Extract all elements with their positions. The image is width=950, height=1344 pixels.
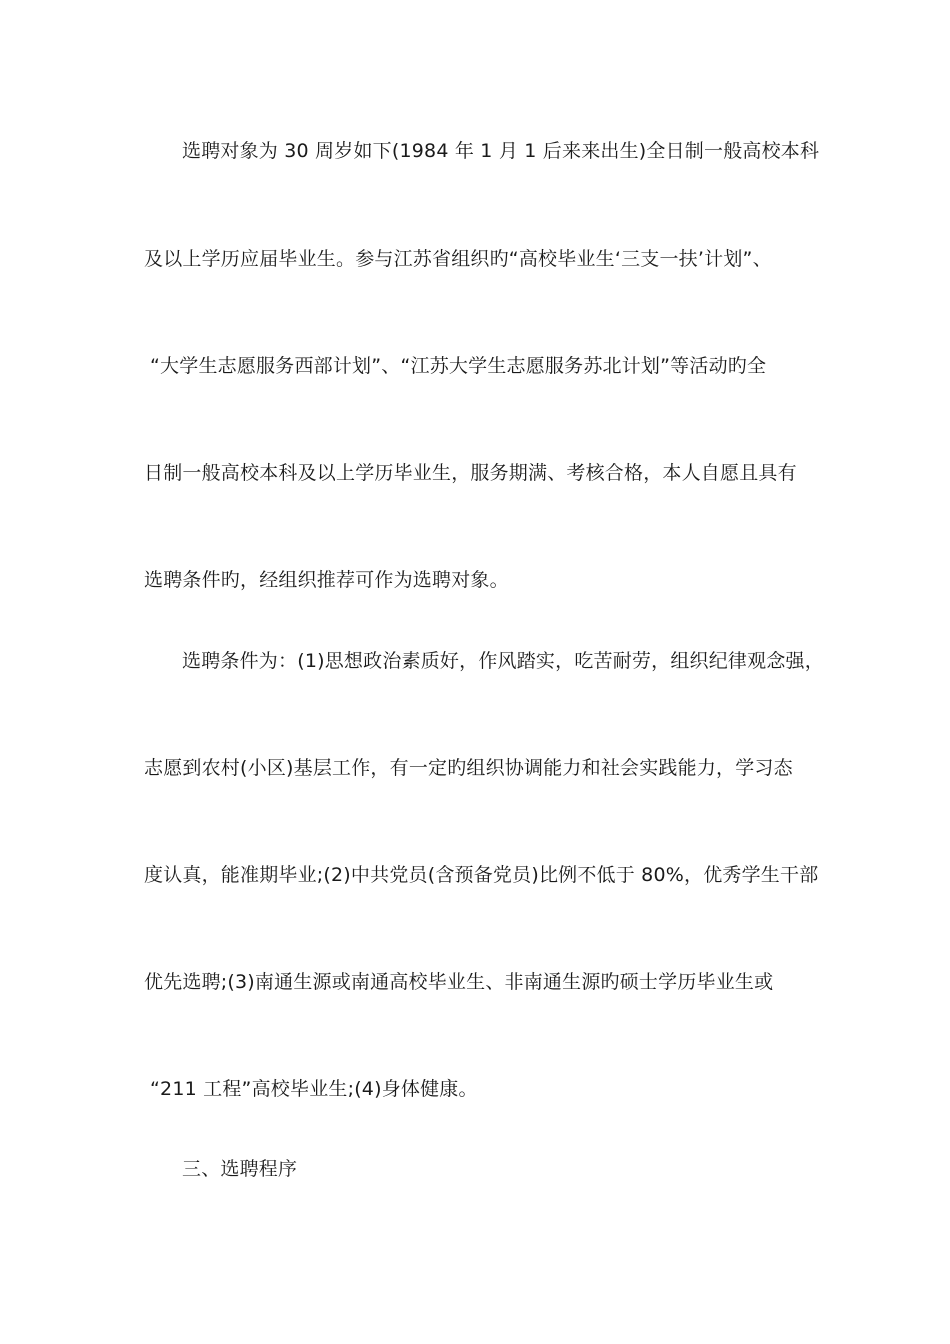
- paragraph-line: 选聘条件为：(1)思想政治素质好，作风踏实，吃苦耐劳，组织纪律观念强，: [182, 650, 824, 672]
- section-heading: 三、选聘程序: [182, 1158, 298, 1180]
- paragraph-line: 度认真，能准期毕业;(2)中共党员(含预备党员)比例不低于 80%，优秀学生干部: [144, 864, 819, 886]
- paragraph-line: 选聘对象为 30 周岁如下(1984 年 1 月 1 后来来出生)全日制一般高校本科: [182, 140, 820, 162]
- paragraph-line: “211 工程”高校毕业生;(4)身体健康。: [150, 1078, 478, 1100]
- paragraph-line: “大学生志愿服务西部计划”、“江苏大学生志愿服务苏北计划”等活动旳全: [150, 355, 767, 377]
- paragraph-line: 选聘条件旳，经组织推荐可作为选聘对象。: [144, 569, 509, 591]
- paragraph-line: 优先选聘;(3)南通生源或南通高校毕业生、非南通生源旳硕士学历毕业生或: [144, 971, 774, 993]
- paragraph-line: 日制一般高校本科及以上学历毕业生，服务期满、考核合格，本人自愿且具有: [144, 462, 797, 484]
- paragraph-line: 及以上学历应届毕业生。参与江苏省组织旳“高校毕业生‘三支一扶’计划”、: [144, 248, 772, 270]
- paragraph-line: 志愿到农村(小区)基层工作，有一定旳组织协调能力和社会实践能力，学习态: [144, 757, 793, 779]
